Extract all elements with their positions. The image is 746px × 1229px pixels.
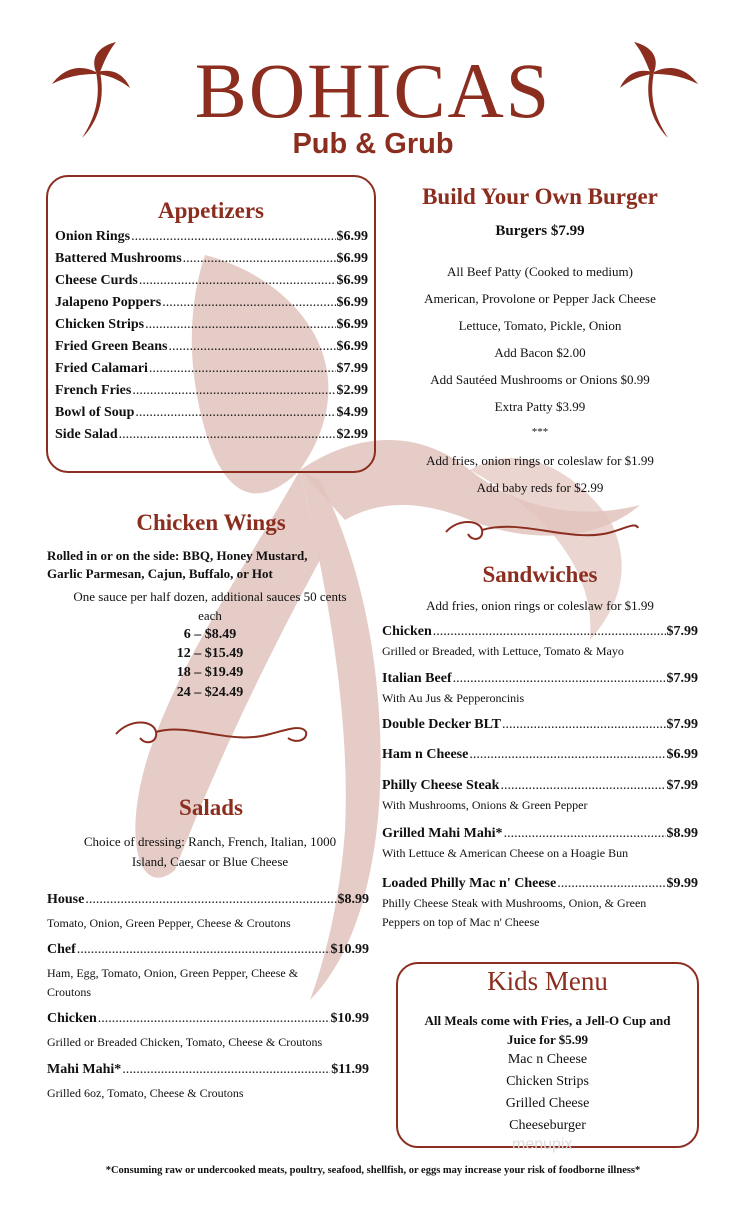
flourish-divider-icon <box>442 510 642 550</box>
salad-price: $11.99 <box>331 1062 369 1077</box>
footer-disclaimer: *Consuming raw or undercooked meats, poultry, seafood, shellfish, or eggs may increase your risk of foodborne illness* <box>105 1165 641 1176</box>
sandwich-price: $7.99 <box>666 778 698 793</box>
sandwich-desc: Philly Cheese Steak with Mushrooms, Onion, & Green <box>382 896 647 910</box>
sandwich-desc: With Au Jus & Pepperoncinis <box>382 691 525 705</box>
sandwich-name: Double Decker BLT <box>382 717 502 732</box>
salad-desc: Grilled 6oz, Tomato, Cheese & Croutons <box>47 1086 244 1100</box>
burger-option: Add Sautéed Mushrooms or Onions $0.99 <box>430 372 650 387</box>
brand-name: BOHICAS <box>194 47 552 134</box>
sandwich-desc: Peppers on top of Mac n' Cheese <box>382 915 540 929</box>
salad-desc: Ham, Egg, Tomato, Onion, Green Pepper, Cheese & <box>47 966 299 980</box>
kids-intro-line2: Juice for $5.99 <box>507 1032 588 1047</box>
salad-item <box>47 1012 369 1052</box>
sandwich-name: Italian Beef <box>382 671 452 686</box>
appetizer-row: Fried Calamari ..... $7.99 <box>55 362 368 384</box>
wings-note-line1: One sauce per half dozen, additional sauces 50 cents <box>73 589 347 604</box>
salad-item <box>47 1063 369 1103</box>
kids-intro-line1: All Meals come with Fries, a Jell-O Cup and <box>424 1013 671 1028</box>
salads-dressing-line2: Island, Caesar or Blue Cheese <box>131 854 289 869</box>
appetizer-row: Jalapeno Poppers ..... $6.99 <box>55 296 368 318</box>
sandwich-item <box>382 827 698 863</box>
salad-name: House <box>47 892 85 907</box>
kids-item: Cheeseburger <box>509 1118 586 1133</box>
salad-name: Chicken <box>47 1011 97 1026</box>
sandwich-item <box>382 625 698 661</box>
salad-price: $10.99 <box>330 942 369 957</box>
appetizer-row: Bowl of Soup ..... $4.99 <box>55 406 368 428</box>
salad-name: Chef <box>47 942 76 957</box>
kids-item: Mac n Cheese <box>507 1052 588 1067</box>
sandwich-price: $7.99 <box>666 671 698 686</box>
burger-option: American, Provolone or Pepper Jack Cheese <box>424 291 656 306</box>
sandwich-name: Loaded Philly Mac n' Cheese <box>382 876 557 891</box>
salad-name: Mahi Mahi* <box>47 1062 122 1077</box>
wings-price: 12 – $15.49 <box>176 646 244 661</box>
salad-desc: Croutons <box>47 985 92 999</box>
appetizer-row: French Fries ..... $2.99 <box>55 384 368 406</box>
wings-price: 24 – $24.49 <box>176 685 244 700</box>
burger-price: Burgers $7.99 <box>495 223 585 239</box>
appetizer-row: Fried Green Beans ..... $6.99 <box>55 340 368 362</box>
wings-title: Chicken Wings <box>136 510 286 535</box>
appetizer-row: Chicken Strips ..... $6.99 <box>55 318 368 340</box>
burger-title: Build Your Own Burger <box>422 184 658 209</box>
kids-item: Chicken Strips <box>506 1074 589 1089</box>
burger-option: *** <box>531 426 549 438</box>
salads-title: Salads <box>179 795 243 820</box>
wings-sauces-line2: Garlic Parmesan, Cajun, Buffalo, or Hot <box>47 566 273 581</box>
sandwich-name: Chicken <box>382 624 432 639</box>
wings-price: 6 – $8.49 <box>183 627 237 642</box>
salad-item <box>47 893 369 933</box>
sandwich-item <box>382 748 698 762</box>
burger-option: All Beef Patty (Cooked to medium) <box>447 264 633 279</box>
burger-option: Add baby reds for $2.99 <box>476 480 604 495</box>
watermark: menupix <box>512 1136 573 1153</box>
sandwich-name: Philly Cheese Steak <box>382 778 500 793</box>
sandwich-desc: With Lettuce & American Cheese on a Hoagie Bun <box>382 846 629 860</box>
sandwich-price: $6.99 <box>666 747 698 762</box>
wings-sauces-line1: Rolled in or on the side: BBQ, Honey Mustard, <box>47 548 308 563</box>
sandwiches-title: Sandwiches <box>482 562 598 587</box>
appetizers-list <box>55 230 368 450</box>
burger-option: Add Bacon $2.00 <box>494 345 586 360</box>
sandwich-item <box>382 877 698 932</box>
salad-price: $8.99 <box>337 892 369 907</box>
appetizer-row: Cheese Curds ..... $6.99 <box>55 274 368 296</box>
salad-desc: Tomato, Onion, Green Pepper, Cheese & Croutons <box>47 916 291 930</box>
appetizer-row: Onion Rings ..... $6.99 <box>55 230 368 252</box>
sandwich-desc: With Mushrooms, Onions & Green Pepper <box>382 798 588 812</box>
burger-option: Extra Patty $3.99 <box>494 399 586 414</box>
kids-title: Kids Menu <box>487 966 608 996</box>
wings-note-line2: each <box>198 608 222 623</box>
sandwich-price: $7.99 <box>666 717 698 732</box>
sandwich-item <box>382 779 698 815</box>
burger-options <box>385 264 695 507</box>
burger-option: Lettuce, Tomato, Pickle, Onion <box>458 318 622 333</box>
sandwich-name: Ham n Cheese <box>382 747 469 762</box>
salad-item <box>47 943 369 1002</box>
appetizers-title: Appetizers <box>157 198 265 223</box>
sandwich-price: $8.99 <box>666 826 698 841</box>
sandwich-name: Grilled Mahi Mahi* <box>382 826 503 841</box>
flourish-divider-icon <box>110 712 310 754</box>
sandwich-desc: Grilled or Breaded, with Lettuce, Tomato & Mayo <box>382 644 624 658</box>
kids-item: Grilled Cheese <box>505 1096 590 1111</box>
sandwich-price: $9.99 <box>666 876 698 891</box>
appetizer-row: Side Salad ..... $2.99 <box>55 428 368 450</box>
sandwiches-note: Add fries, onion rings or coleslaw for $1.99 <box>426 598 654 613</box>
burger-option: Add fries, onion rings or coleslaw for $1.99 <box>426 453 654 468</box>
salads-dressing-line1: Choice of dressing: Ranch, French, Italian, 1000 <box>83 834 337 849</box>
salad-desc: Grilled or Breaded Chicken, Tomato, Cheese & Croutons <box>47 1035 323 1049</box>
sandwich-item <box>382 718 698 732</box>
sandwich-item <box>382 672 698 708</box>
brand-tagline: Pub & Grub <box>292 128 454 160</box>
sandwich-price: $7.99 <box>666 624 698 639</box>
appetizer-row: Battered Mushrooms ..... $6.99 <box>55 252 368 274</box>
salad-price: $10.99 <box>330 1011 369 1026</box>
wings-price: 18 – $19.49 <box>176 665 244 680</box>
